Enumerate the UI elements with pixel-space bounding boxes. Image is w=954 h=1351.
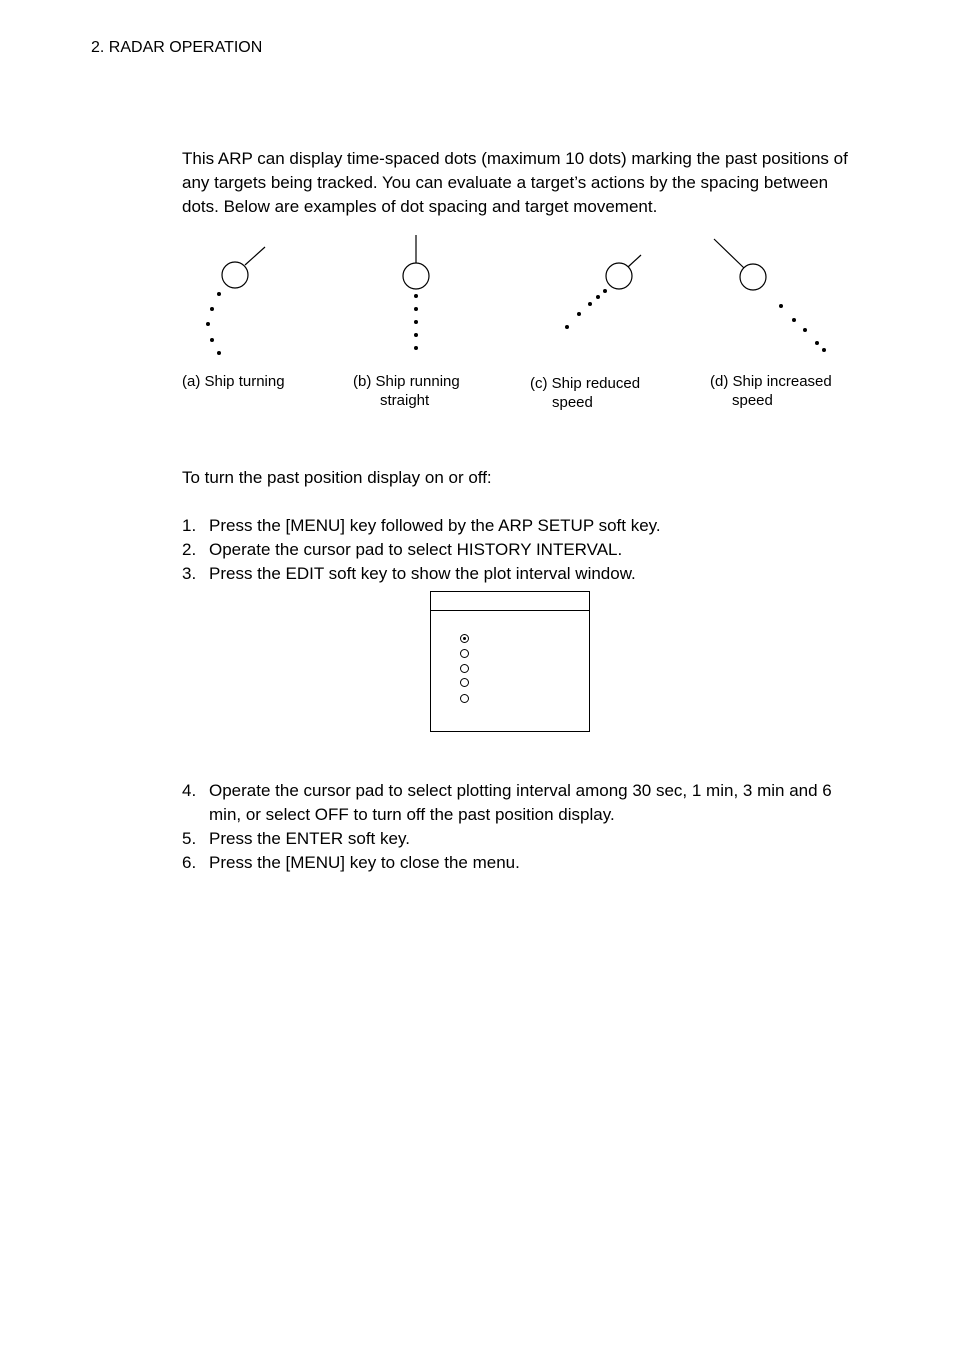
step-item: 6. Press the [MENU] key to close the menu. (182, 853, 520, 872)
interval-option-radio[interactable] (460, 678, 469, 687)
past-dot (217, 292, 221, 296)
past-dot (414, 346, 418, 350)
past-dot (779, 304, 783, 308)
past-dot (596, 295, 600, 299)
figure-b-ship-straight (403, 235, 429, 350)
past-dot (565, 325, 569, 329)
instruction-text: To turn the past position display on or off: (182, 468, 492, 487)
figure-c-ship-reduced-speed (565, 255, 641, 329)
target-symbol (403, 263, 429, 289)
plot-interval-window (430, 591, 590, 732)
past-dot (792, 318, 796, 322)
vector-line (628, 255, 641, 267)
page-header: 2. RADAR OPERATION (91, 39, 263, 56)
past-dot (603, 289, 607, 293)
interval-option-radio[interactable] (460, 649, 469, 658)
past-dot (577, 312, 581, 316)
step-item: 4. Operate the cursor pad to select plotting interval among 30 sec, 1 min, 3 min and 6 min, or select OFF to turn off the past position display. (182, 781, 832, 824)
past-dot (210, 307, 214, 311)
procedure-steps-2 (182, 779, 862, 875)
past-dot (822, 348, 826, 352)
target-symbol (222, 262, 248, 288)
interval-option-radio[interactable] (460, 634, 469, 643)
past-dot (217, 351, 221, 355)
past-position-figures (0, 0, 954, 420)
interval-option-radio[interactable] (460, 664, 469, 673)
past-dot (815, 341, 819, 345)
intro-paragraph: This ARP can display time-spaced dots (maximum 10 dots) marking the past positions of any targets being tracked. You can evaluate a target’s actions by the spacing between dots. Below are examples of dot spacing and target movement. (182, 149, 848, 216)
procedure-steps-1 (182, 514, 862, 586)
caption-a: (a) Ship turning (182, 373, 285, 390)
past-dot (414, 307, 418, 311)
vector-line (714, 239, 744, 268)
step-item: 5. Press the ENTER soft key. (182, 829, 410, 848)
figure-d-ship-increased-speed (714, 239, 826, 352)
figure-a-ship-turning (206, 247, 265, 355)
past-dot (588, 302, 592, 306)
caption-b: (b) Ship running straight (353, 373, 460, 409)
step-item: 3. Press the EDIT soft key to show the plot interval window. (182, 564, 636, 583)
past-dot (803, 328, 807, 332)
interval-option-radio[interactable] (460, 694, 469, 703)
caption-c: (c) Ship reduced speed (530, 375, 641, 411)
past-dot (414, 320, 418, 324)
step-item: 1. Press the [MENU] key followed by the ARP SETUP soft key. (182, 516, 661, 535)
past-dot (414, 294, 418, 298)
past-dot (206, 322, 210, 326)
caption-d: (d) Ship increased speed (710, 373, 832, 409)
window-title-bar (431, 592, 589, 611)
past-dot (414, 333, 418, 337)
vector-line (245, 247, 265, 265)
step-item: 2. Operate the cursor pad to select HISTORY INTERVAL. (182, 540, 623, 559)
past-dot (210, 338, 214, 342)
